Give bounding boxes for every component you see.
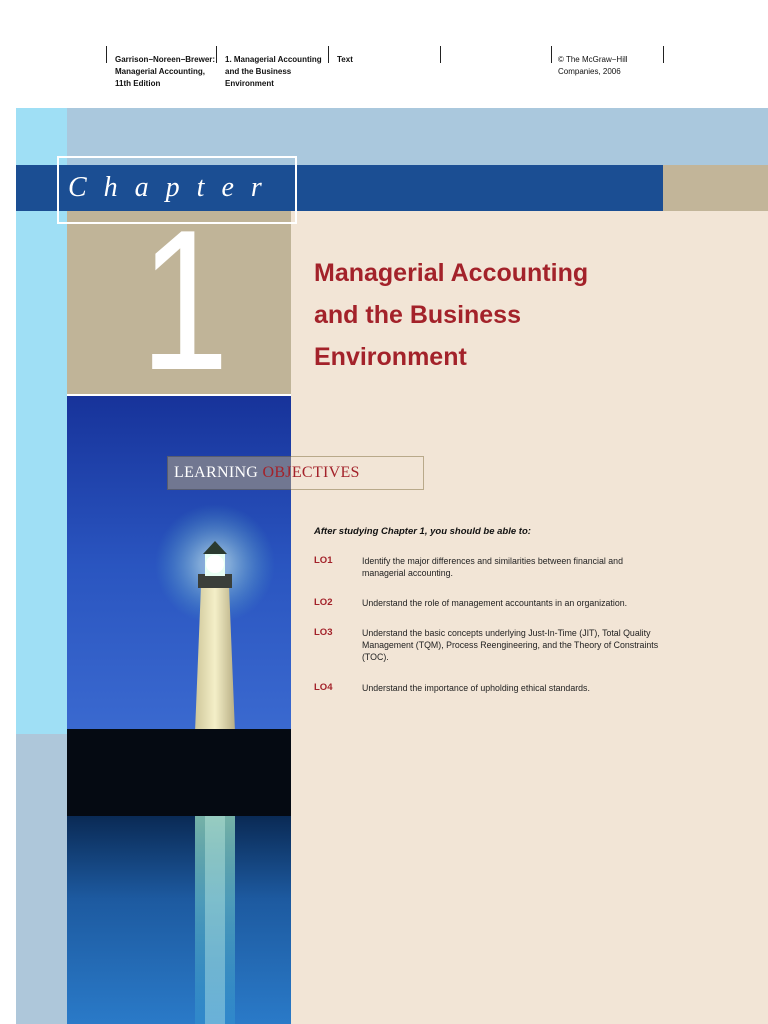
- objective-code: LO4: [314, 682, 333, 693]
- left-accent-strip-lower: [16, 734, 67, 1024]
- heading-word-objectives: OBJECTIVES: [262, 464, 360, 481]
- title-line: and the Business: [314, 301, 521, 329]
- header-line: Environment: [225, 79, 274, 88]
- header-divider: [216, 46, 217, 63]
- header-line: Garrison−Noreen−Brewer:: [115, 55, 216, 64]
- title-line: Managerial Accounting: [314, 259, 589, 287]
- objective-item: [314, 555, 674, 581]
- header-line: © The McGraw−Hill: [558, 55, 628, 64]
- chapter-number: 1: [140, 189, 229, 412]
- header-line: and the Business: [225, 67, 292, 76]
- objective-code: LO1: [314, 555, 333, 566]
- header-section: Text: [337, 55, 353, 64]
- heading-word-learning: LEARNING: [174, 464, 259, 481]
- objective-text: Understand the importance of upholding ethical standards.: [362, 683, 590, 693]
- objective-text: Understand the basic concepts underlying Just-In-Time (JIT), Total Quality Management (TQM), Process Reengineering, and the Theory of Constraints (TOC).: [362, 628, 659, 662]
- header-divider: [663, 46, 664, 63]
- chapter-bar-cap: [663, 165, 768, 211]
- chapter-label: Chapter: [68, 172, 279, 203]
- lighthouse-photo: [67, 396, 291, 1024]
- title-line: Environment: [314, 343, 467, 371]
- objective-code: LO3: [314, 627, 333, 638]
- header-line: 1. Managerial Accounting: [225, 55, 322, 64]
- header-line: Managerial Accounting,: [115, 67, 205, 76]
- objective-code: LO2: [314, 597, 333, 608]
- header-divider: [106, 46, 107, 63]
- objective-text: Understand the role of management accountants in an organization.: [362, 598, 628, 608]
- learning-objectives-heading: [174, 462, 360, 484]
- header-copyright: [558, 54, 628, 78]
- chapter-title: [314, 252, 674, 378]
- objective-item: [314, 597, 674, 611]
- objective-item: [314, 627, 674, 665]
- objectives-intro: After studying Chapter 1, you should be able to:: [314, 526, 531, 537]
- objective-item: [314, 682, 674, 696]
- header-divider: [551, 46, 552, 63]
- header-authors: [115, 54, 215, 90]
- header-divider: [440, 46, 441, 63]
- objective-text: Identify the major differences and similarities between financial and managerial accounting.: [362, 556, 623, 578]
- page-header: [106, 46, 664, 92]
- header-line: Companies, 2006: [558, 67, 621, 76]
- header-divider: [328, 46, 329, 63]
- header-line: 11th Edition: [115, 79, 161, 88]
- header-chapter: [225, 54, 322, 90]
